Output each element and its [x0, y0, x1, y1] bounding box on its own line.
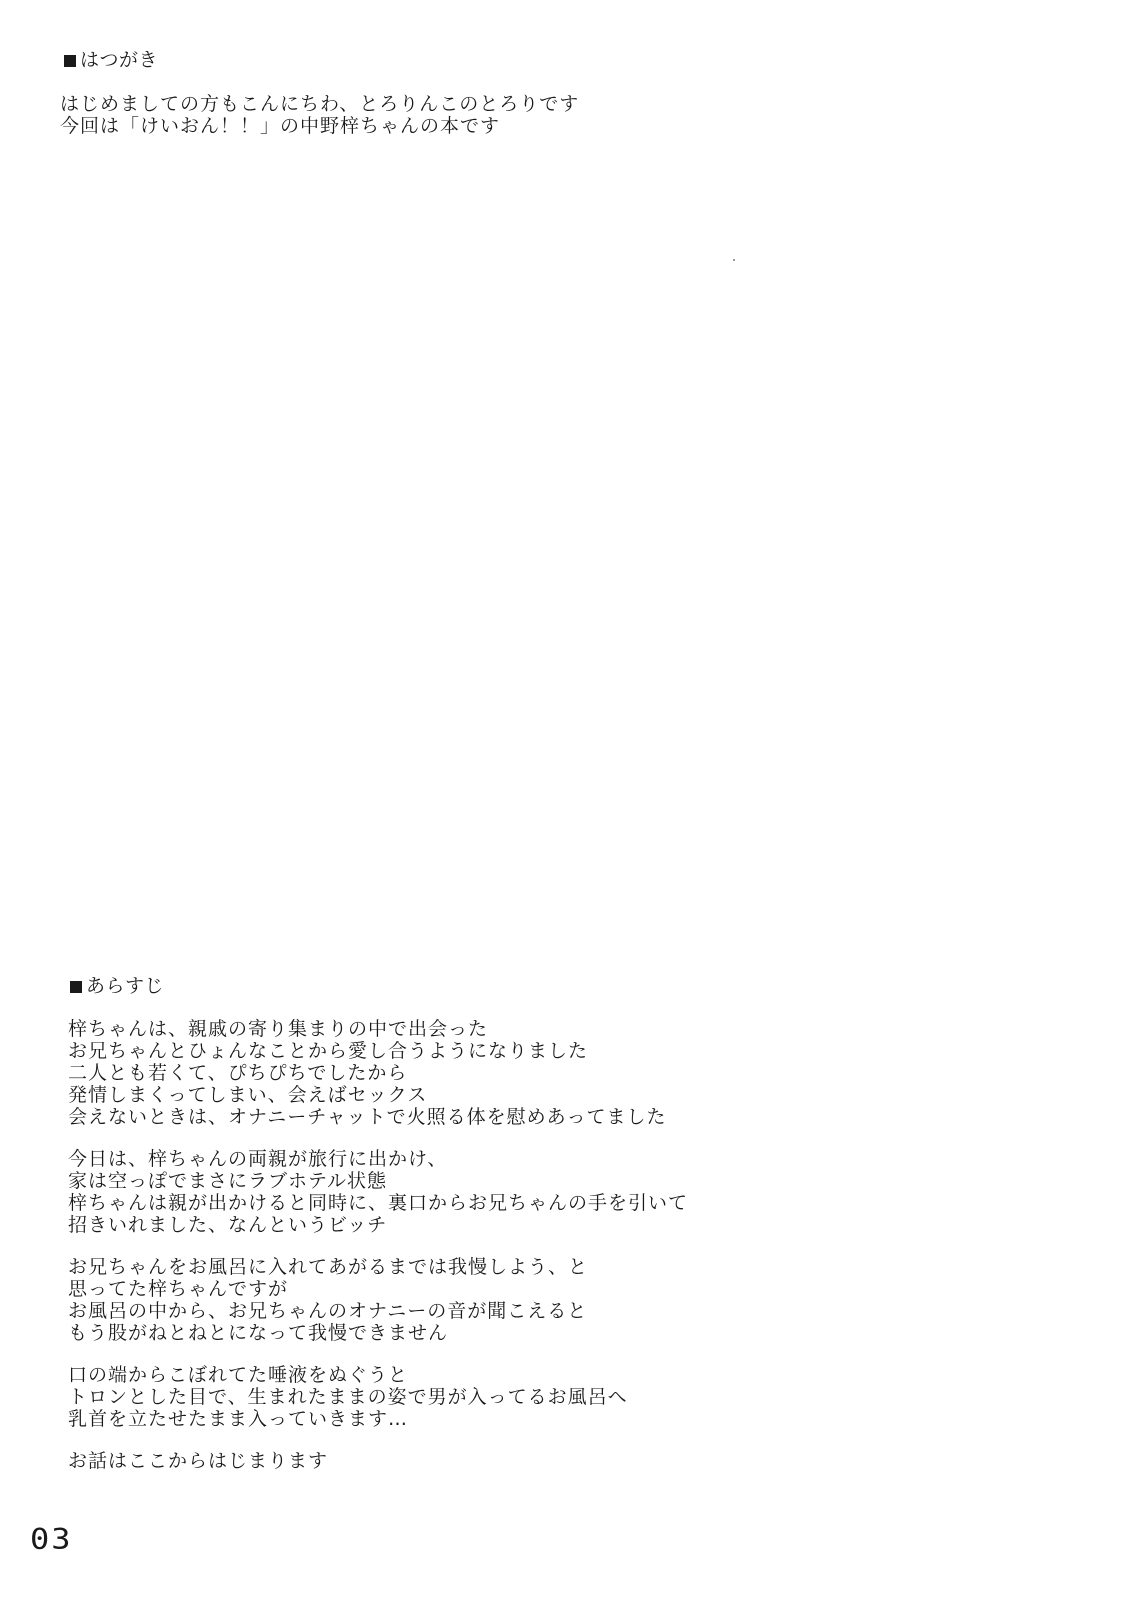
scan-speck [733, 259, 735, 261]
heading-bullet-square [70, 981, 82, 993]
synopsis-paragraph [68, 1148, 688, 1236]
afterword-heading [64, 48, 158, 72]
afterword-title: はつがき [80, 49, 159, 71]
text-line: 会えないときは、オナニーチャットで火照る体を慰めあってました [68, 1106, 667, 1128]
synopsis-title: あらすじ [86, 975, 165, 997]
heading-bullet-square [64, 55, 76, 67]
text-line: 発情しまくってしまい、会えばセックス [68, 1084, 428, 1106]
text-line: 乳首を立たせたまま入っていきます… [68, 1408, 409, 1430]
synopsis-heading [70, 974, 164, 998]
text-line: 思ってた梓ちゃんですが [68, 1278, 289, 1300]
text-line: お話はここからはじまります [68, 1450, 329, 1472]
text-line: お風呂の中から、お兄ちゃんのオナニーの音が聞こえると [68, 1300, 588, 1322]
text-line: 家は空っぽでまさにラブホテル状態 [68, 1170, 388, 1192]
text-line: 梓ちゃんは親が出かけると同時に、裏口からお兄ちゃんの手を引いて [68, 1192, 689, 1214]
text-line: 二人とも若くて、ぴちぴちでしたから [68, 1062, 408, 1084]
text-line: お兄ちゃんをお風呂に入れてあがるまでは我慢しよう、と [68, 1256, 589, 1278]
text-line: トロンとした目で、生まれたままの姿で男が入ってるお風呂へ [68, 1386, 628, 1408]
synopsis-paragraph [68, 1364, 628, 1430]
text-line: 梓ちゃんは、親戚の寄り集まりの中で出会った [68, 1018, 489, 1040]
page-number: 03 [30, 1521, 73, 1557]
synopsis-paragraph [68, 1450, 328, 1472]
synopsis-paragraph [68, 1018, 666, 1128]
text-line: お兄ちゃんとひょんなことから愛し合うようになりました [68, 1040, 589, 1062]
text-line: もう股がねとねとになって我慢できません [68, 1322, 449, 1344]
afterword-text [60, 93, 579, 137]
text-line: 口の端からこぼれてた唾液をぬぐうと [68, 1364, 409, 1386]
text-line: 招きいれました、なんというビッチ [68, 1214, 388, 1236]
text-line: はじめましての方もこんにちわ、とろりんこのとろりです [60, 93, 580, 115]
text-line: 今日は、梓ちゃんの両親が旅行に出かけ、 [68, 1148, 448, 1170]
text-line: 今回は「けいおん！！」の中野梓ちゃんの本です [60, 115, 501, 137]
synopsis-paragraph [68, 1256, 588, 1344]
